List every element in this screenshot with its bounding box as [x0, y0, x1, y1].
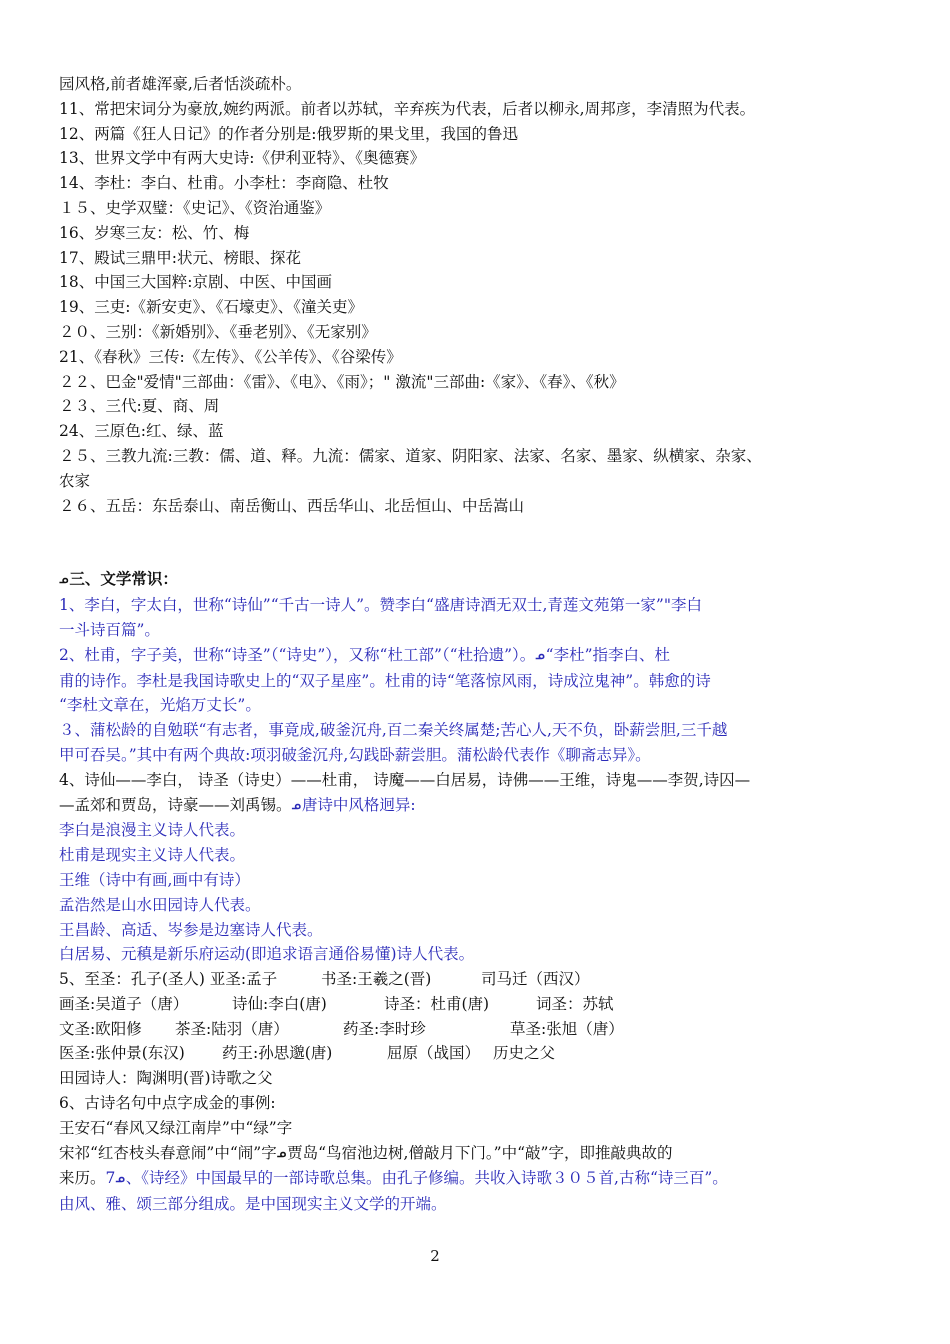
text-line: ２２、巴金"爱情"三部曲：《雷》、《电》、《雨》；" 激流"三部曲:《家》、《春》、《秋》 — [59, 372, 625, 391]
table-cell: 药王:孙思邈(唐) — [222, 1044, 333, 1063]
text-line: 16、岁寒三友：松、竹、梅 — [59, 223, 250, 242]
table-cell: 画圣:吴道子（唐） — [59, 994, 189, 1013]
text-line: 园风格,前者雄浑豪,后者恬淡疏朴。 — [59, 75, 302, 93]
text-line: 17、殿试三鼎甲:状元、榜眼、探花 — [59, 248, 301, 267]
bullet-mark-icon: ᓄ — [59, 573, 69, 587]
text-line: “李杜文章在，光焰万丈长”。 — [59, 696, 261, 715]
text-line: 24、三原色:红、绿、蓝 — [59, 422, 224, 441]
text-line: ２６、五岳：东岳泰山、南岳衡山、西岳华山、北岳恒山、中岳嵩山 — [59, 496, 525, 515]
item-pu-songling — [59, 718, 829, 768]
text-line — [59, 643, 829, 669]
table-cell: 5、至圣：孔子(圣人) 亚圣:孟子 — [59, 970, 278, 989]
text-segment: 宋祁“红杏枝头春意闹”中“闹”字 — [59, 1143, 277, 1162]
document-body — [59, 72, 829, 1217]
table-cell: 草圣:张旭（唐） — [510, 1019, 624, 1038]
item-refining-words — [59, 1091, 829, 1217]
table-cell: 司马迁（西汉） — [481, 970, 590, 989]
text-line: 甫的诗作。李杜是我国诗歌史上的“双子星座”。杜甫的诗“笔落惊风雨，诗成泣鬼神”。韩愈的诗 — [59, 671, 711, 690]
text-segment: 贾岛“鸟宿池边树,僧敲月下门。”中“敲”字，即推敲典故的 — [287, 1143, 673, 1162]
text-line: 13、世界文学中有两大史诗:《伊利亚特》、《奥德赛》 — [59, 149, 425, 168]
table-cell: 书圣:王羲之(晋) — [321, 970, 432, 989]
table-cell: 药圣:李时珍 — [343, 1019, 426, 1038]
text-line: ２５、三教九流:三教：儒、道、释。九流：儒家、道家、阴阳家、法家、名家、墨家、纵横家、杂家、 — [59, 446, 762, 465]
table-cell: 茶圣:陆羽（唐） — [175, 1019, 289, 1038]
text-line: ２０、三别：《新婚别》、《垂老别》、《无家别》 — [59, 322, 377, 341]
item-du-fu — [59, 643, 829, 718]
text-line: 王安石“春风又绿江南岸”中“绿”字 — [59, 1118, 293, 1137]
text-segment: —孟郊和贾岛，诗豪——刘禹锡。 — [59, 795, 292, 814]
text-segment: 2、杜甫，字子美，世称“诗圣”（“诗史”），又称“杜工部”（“杜拾遗”）。 — [59, 645, 536, 664]
text-line: 农家 — [59, 471, 91, 490]
list-item: 孟浩然是山水田园诗人代表。 — [59, 895, 261, 914]
text-line: 田园诗人：陶渊明(晋)诗歌之父 — [59, 1069, 273, 1088]
table-row — [59, 1041, 829, 1066]
poet-style-list — [59, 818, 829, 967]
bullet-mark-icon: ᓄ — [535, 648, 545, 662]
table-row — [59, 967, 829, 992]
bullet-mark-icon: ᓄ — [115, 1172, 125, 1186]
table-cell: 文圣:欧阳修 — [59, 1019, 142, 1038]
table-cell: 屈原（战国） — [387, 1044, 481, 1063]
table-row — [59, 992, 829, 1017]
text-line: 甲可吞吴。”其中有两个典故:项羽破釜沉舟,勾践卧薪尝胆。蒲松龄代表作《聊斋志异》。 — [59, 745, 651, 764]
text-line: 18、中国三大国粹:京剧、中医、中国画 — [59, 273, 332, 292]
text-line: 19、三吏:《新安吏》、《石壕吏》、《潼关吏》 — [59, 298, 363, 317]
list-block-top — [59, 72, 829, 518]
text-line: 14、李杜：李白、杜甫。小李杜：李商隐、杜牧 — [59, 174, 389, 193]
item-poet-titles — [59, 768, 829, 819]
text-line: 12、两篇《狂人日记》的作者分别是:俄罗斯的果戈里，我国的鲁迅 — [59, 124, 518, 143]
table-cell: 历史之父 — [493, 1044, 556, 1063]
text-line: 4、诗仙——李白， 诗圣（诗史）——杜甫， 诗魔——白居易，诗佛——王维，诗鬼——李贺,诗囚— — [59, 770, 751, 789]
section-title: 三、文学常识： — [69, 569, 178, 589]
text-line: ２３、三代:夏、商、周 — [59, 397, 220, 416]
table-cell: 诗仙:李白(唐) — [232, 994, 327, 1013]
text-line — [59, 793, 829, 819]
text-line: 21、《春秋》三传:《左传》、《公羊传》、《谷梁传》 — [59, 347, 402, 366]
list-item: 杜甫是现实主义诗人代表。 — [59, 846, 246, 865]
item-li-bai — [59, 593, 829, 643]
text-segment: 、《诗经》中国最早的一部诗歌总集。由孔子修编。共收入诗歌３０５首,古称“诗三百”。 — [125, 1169, 728, 1188]
section-heading — [59, 567, 829, 593]
text-segment: 7 — [105, 1169, 116, 1188]
list-item: 白居易、元稹是新乐府运动(即追求语言通俗易懂)诗人代表。 — [59, 945, 475, 964]
bullet-mark-icon: ᓄ — [276, 1146, 287, 1160]
item-sages — [59, 967, 829, 1091]
text-line — [59, 1141, 829, 1167]
section-spacer — [59, 518, 829, 567]
text-segment: “李杜”指李白、杜 — [545, 645, 670, 664]
text-line: １５、史学双璧：《史记》、《资治通鉴》 — [59, 198, 331, 217]
list-item: 王维（诗中有画,画中有诗） — [59, 870, 250, 889]
text-segment: 唐诗中风格迥异: — [301, 795, 416, 814]
table-cell: 词圣：苏轼 — [536, 994, 614, 1013]
text-line: 1、李白，字太白，世称“诗仙”“千古一诗人”。赞李白“盛唐诗酒无双士,青莲文苑第一家”"李白 — [59, 596, 702, 615]
table-cell: 诗圣：杜甫(唐) — [384, 994, 490, 1013]
bullet-mark-icon: ᓄ — [291, 798, 301, 812]
text-line: ３、蒲松龄的自勉联“有志者，事竟成,破釜沉舟,百二秦关终属楚;苦心人,天不负，卧薪尝胆,三千越 — [59, 721, 728, 740]
table-cell: 医圣:张仲景(东汉) — [59, 1044, 185, 1063]
text-segment: 来历。 — [59, 1169, 106, 1188]
text-line: 6、古诗名句中点字成金的事例: — [59, 1094, 276, 1113]
text-line: 11、常把宋词分为豪放,婉约两派。前者以苏轼，辛弃疾为代表，后者以柳永,周邦彦，李清照为代表。 — [59, 99, 756, 118]
page-number: 2 — [430, 1247, 440, 1265]
list-item: 王昌龄、高适、岑参是边塞诗人代表。 — [59, 920, 323, 939]
text-line: 由风、雅、颂三部分组成。是中国现实主义文学的开端。 — [59, 1195, 447, 1214]
text-line — [59, 1166, 829, 1192]
text-line: 一斗诗百篇”。 — [59, 620, 160, 639]
list-item: 李白是浪漫主义诗人代表。 — [59, 821, 246, 840]
table-row — [59, 1017, 829, 1042]
